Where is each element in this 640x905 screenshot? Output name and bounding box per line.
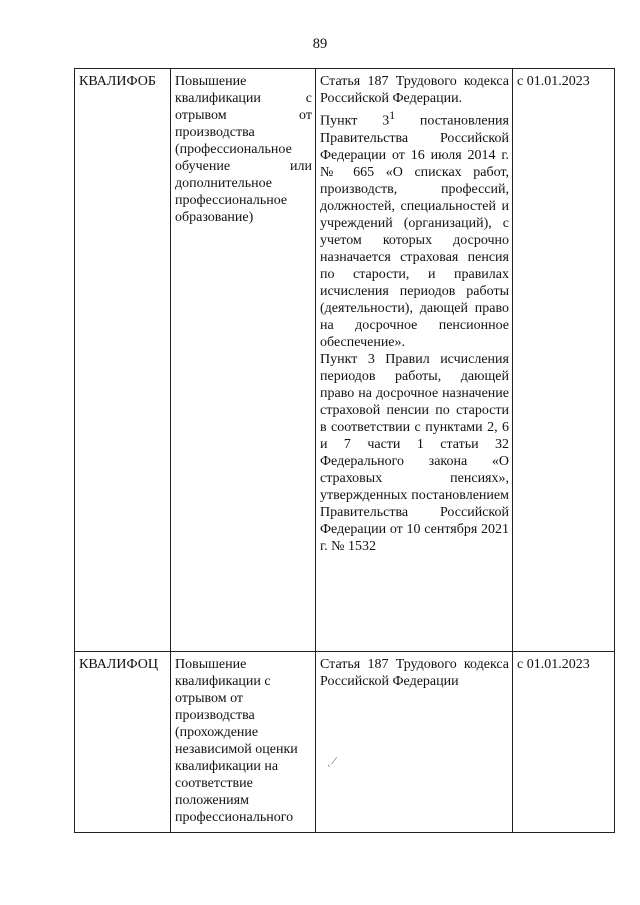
basis-text: постановления Правительства Российской Федерации от 16 июля 2014 г. № 665 «О списках работ, производств, профессий, должностей, специальностей и учреждений (организаций), с учетом которых досрочно назначается страховая пенсия по старости, и правилах исчисления периодов работы (деятельности), дающей право на досрочное пенсионное обеспечение». <box>320 113 509 350</box>
table-row <box>75 652 615 833</box>
superscript: 1 <box>389 109 396 122</box>
basis-paragraph <box>320 107 509 351</box>
row-code: КВАЛИФОБ <box>75 69 171 652</box>
scan-mark: ˎ ⁄ <box>327 755 336 767</box>
codes-table <box>74 68 615 833</box>
basis-paragraph: Пункт 3 Правил исчисления периодов работы, дающей право на досрочное назначение страховой пенсии по старости в соответствии с пунктами 2, 6 и 7 части 1 статьи 32 Федерального закона «О страховых пенсиях», утвержденных постановлением Правительства Российской Федерации от 10 сентября 2021 г. № 1532 <box>320 351 509 554</box>
row-legal-basis <box>316 69 513 652</box>
row-legal-basis <box>316 652 513 833</box>
row-name: Повышение квалификации с отрывом от производства (прохождение независимой оценки квалификации на соответствие положениям профессионального <box>171 652 316 833</box>
row-name: Повышение квалификации с отрывом от производства (профессиональное обучение или дополнительное профессиональное образование) <box>171 69 316 652</box>
row-effective-date: с 01.01.2023 <box>513 69 615 652</box>
page-number: 89 <box>312 36 328 52</box>
basis-paragraph: Статья 187 Трудового кодекса Российской Федерации <box>320 657 509 689</box>
row-effective-date: с 01.01.2023 <box>513 652 615 833</box>
table-row <box>75 69 615 652</box>
basis-paragraph: Статья 187 Трудового кодекса Российской Федерации. <box>320 74 509 106</box>
row-code: КВАЛИФОЦ <box>75 652 171 833</box>
basis-text: Пункт 3 <box>320 113 390 129</box>
